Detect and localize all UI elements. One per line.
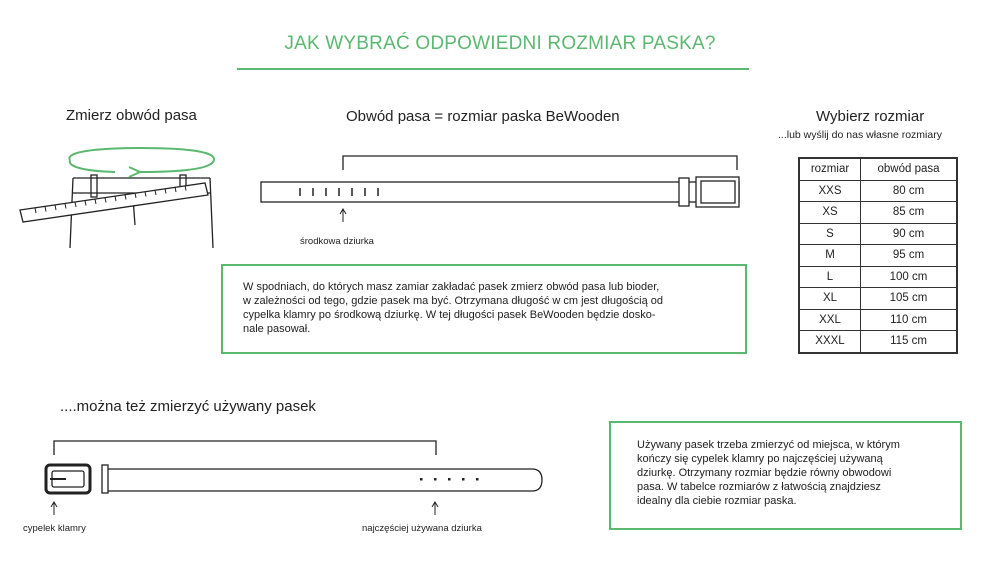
- table-row[interactable]: [799, 223, 957, 245]
- size-cell: XXXL: [799, 331, 861, 353]
- size-cell: L: [799, 266, 861, 288]
- size-cell: XXL: [799, 309, 861, 331]
- formula-heading: Obwód pasa = rozmiar paska BeWooden: [346, 108, 620, 125]
- note-line: dziurkę. Otrzymany rozmiar będzie równy obwodowi: [637, 467, 892, 479]
- size-picker-heading: Wybierz rozmiar: [816, 108, 925, 125]
- size-table-header: [799, 158, 957, 180]
- belt-diagram-used: [40, 435, 550, 525]
- belt-diagram-new: [255, 150, 755, 230]
- note-line: idealny dla ciebie rozmiar paska.: [637, 495, 797, 507]
- table-row[interactable]: [799, 331, 957, 353]
- page-title: JAK WYBRAĆ ODPOWIEDNI ROZMIAR PASKA?: [284, 33, 716, 54]
- instructions-line: W spodniach, do których masz zamiar zakładać pasek zmierz obwód pasa lub bioder,: [243, 281, 660, 293]
- waist-cell: 105 cm: [861, 288, 958, 310]
- waist-cell: 95 cm: [861, 245, 958, 267]
- table-row[interactable]: [799, 180, 957, 202]
- size-cell: M: [799, 245, 861, 267]
- waist-measure-illustration: [15, 140, 225, 250]
- measure-waist-heading: Zmierz obwód pasa: [66, 107, 197, 124]
- instructions-line: nale pasował.: [243, 323, 311, 335]
- used-hole-label: najczęściej używana dziurka: [362, 523, 482, 534]
- note-line: pasa. W tabelce rozmiarów z łatwością znajdziesz: [637, 481, 881, 493]
- column-header: obwód pasa: [861, 158, 958, 180]
- size-cell: S: [799, 223, 861, 245]
- size-cell: XL: [799, 288, 861, 310]
- used-belt-note-box: [609, 421, 962, 530]
- instructions-line: w zależności od tego, gdzie pasek ma być. Otrzymana długość w cm jest długością od: [243, 295, 664, 307]
- waist-cell: 100 cm: [861, 266, 958, 288]
- waist-cell: 110 cm: [861, 309, 958, 331]
- buckle-tip-label: cypelek klamry: [23, 523, 86, 534]
- waist-cell: 90 cm: [861, 223, 958, 245]
- note-line: kończy się cypelek klamry po najczęściej używaną: [637, 453, 883, 465]
- size-cell: XS: [799, 202, 861, 224]
- center-hole-label: środkowa dziurka: [300, 236, 374, 247]
- table-row[interactable]: [799, 309, 957, 331]
- waist-cell: 85 cm: [861, 202, 958, 224]
- size-cell: XXS: [799, 180, 861, 202]
- table-row[interactable]: [799, 266, 957, 288]
- waist-cell: 115 cm: [861, 331, 958, 353]
- used-belt-heading: ....można też zmierzyć używany pasek: [60, 398, 316, 415]
- instructions-line: cypelka klamry po środkową dziurkę. W tej długości pasek BeWooden będzie dosko-: [243, 309, 656, 321]
- size-table: [798, 157, 958, 354]
- title-underline: [237, 68, 749, 70]
- table-row[interactable]: [799, 245, 957, 267]
- column-header: rozmiar: [799, 158, 861, 180]
- note-line: Używany pasek trzeba zmierzyć od miejsca, w którym: [637, 439, 900, 451]
- table-row[interactable]: [799, 202, 957, 224]
- table-row[interactable]: [799, 288, 957, 310]
- size-picker-subheading: ...lub wyślij do nas własne rozmiary: [778, 129, 942, 141]
- waist-cell: 80 cm: [861, 180, 958, 202]
- instructions-box: [221, 264, 747, 354]
